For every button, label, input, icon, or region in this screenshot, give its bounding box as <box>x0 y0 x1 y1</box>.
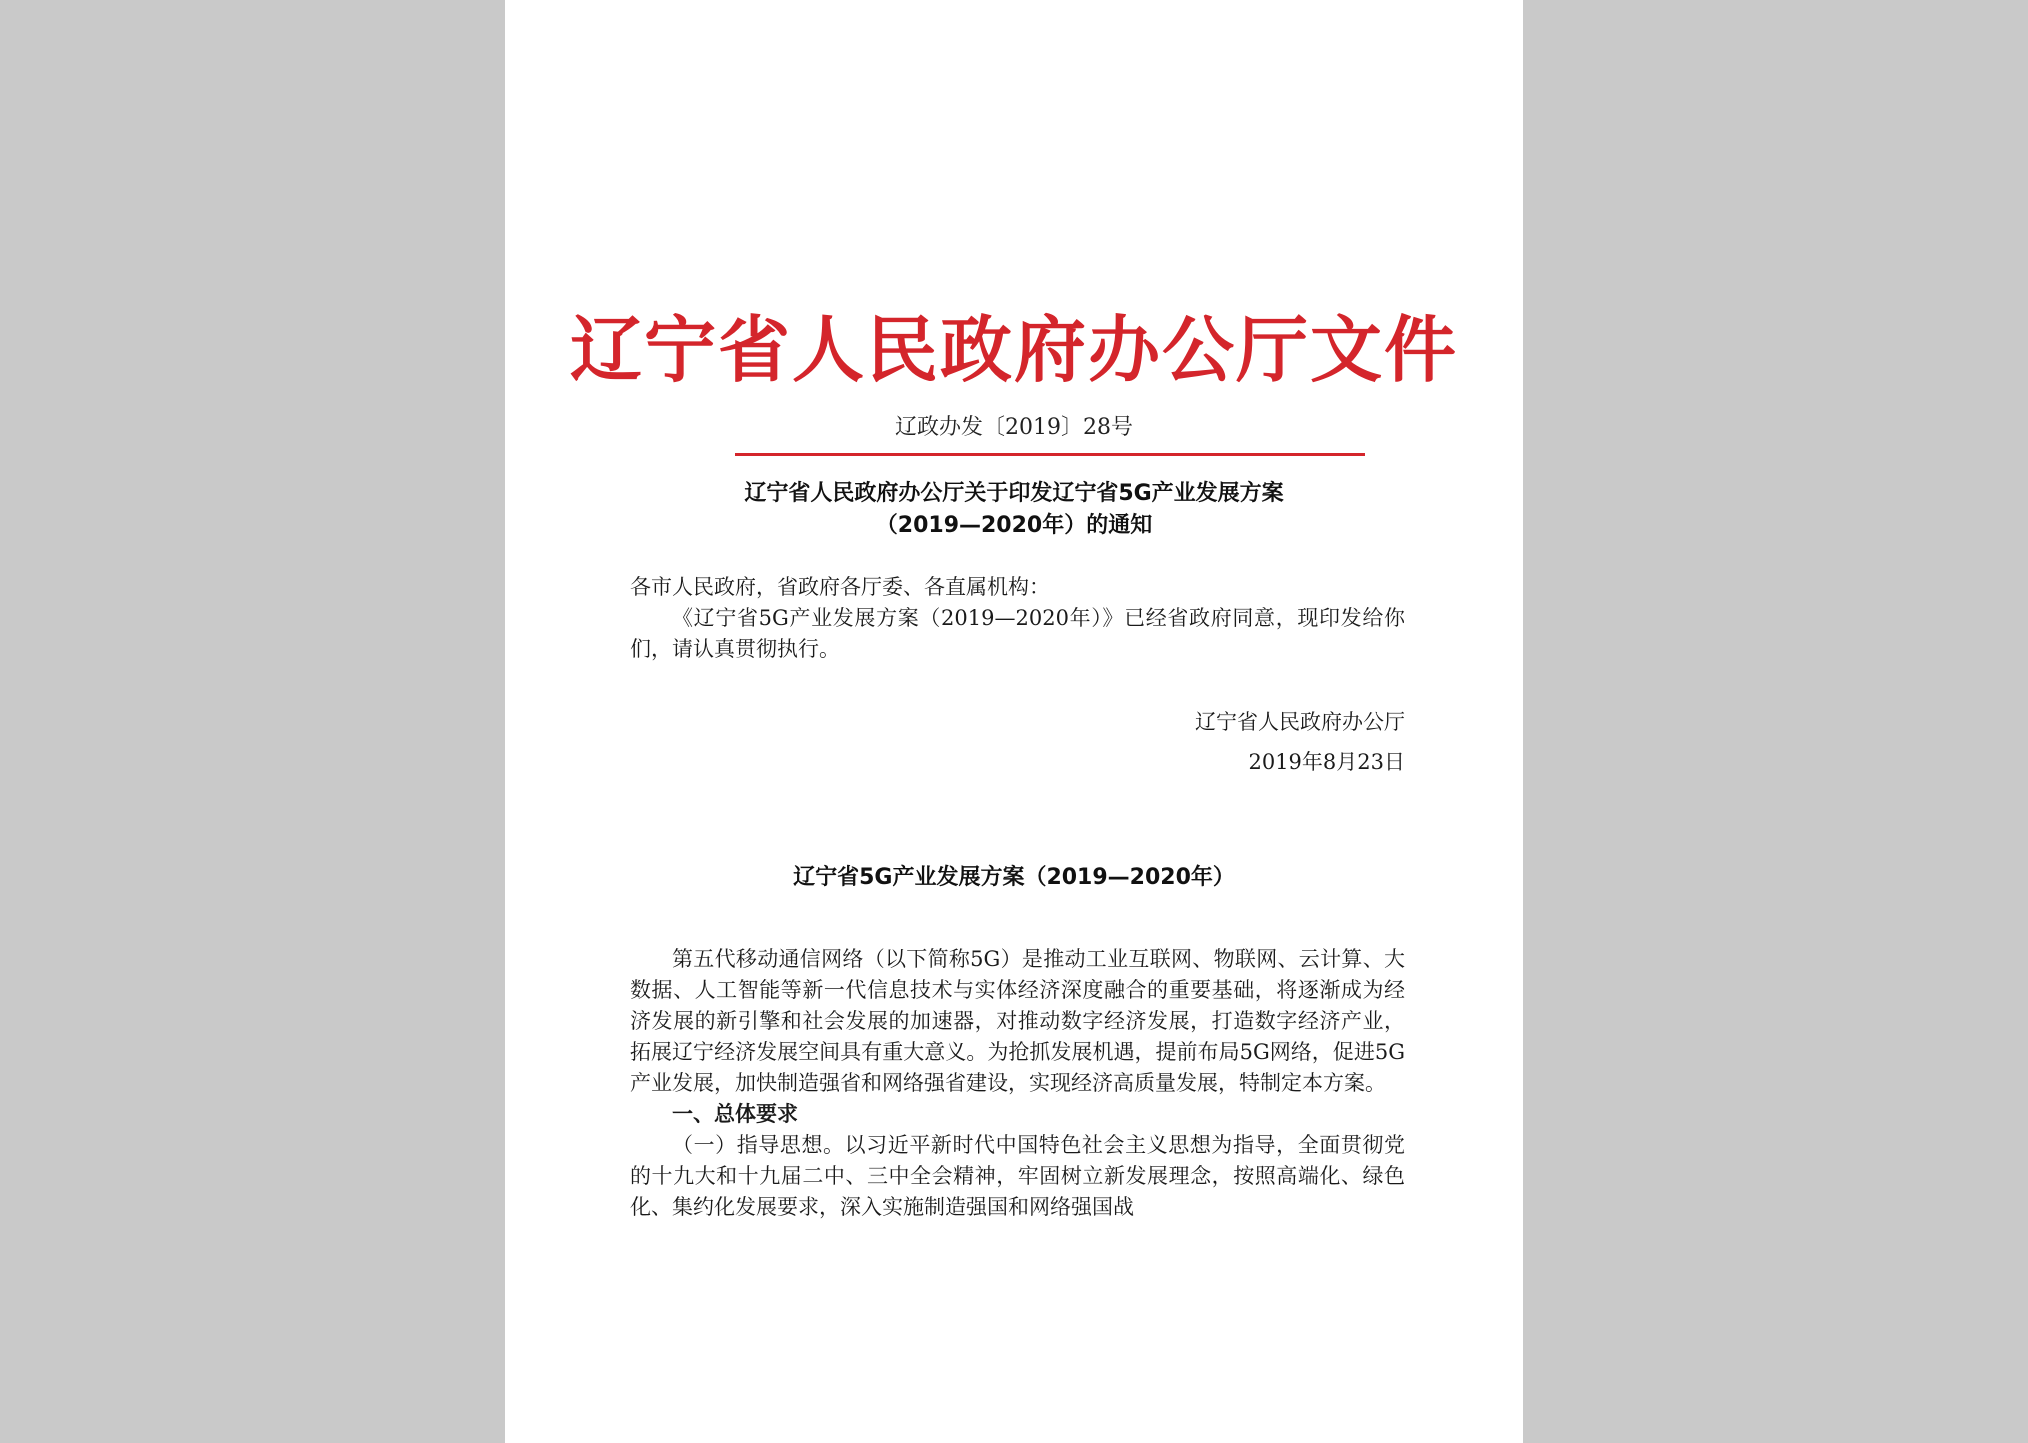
addressee-line: 各市人民政府，省政府各厅委、各直属机构： <box>630 575 1050 599</box>
issuer-header: 辽宁省人民政府办公厅文件 <box>569 307 1458 392</box>
notice-title <box>505 478 1523 542</box>
section-paragraph: （一）指导思想。以习近平新时代中国特色社会主义思想为指导，全面贯彻党的十九大和十九届二中、三中全会精神，牢固树立新发展理念，按照高端化、绿色化、集约化发展要求，深入实施制造强国和网络强国战 <box>630 1133 1405 1219</box>
plan-title: 辽宁省5G产业发展方案（2019—2020年） <box>793 865 1235 890</box>
notice-body <box>630 572 1405 665</box>
notice-title-line-2: （2019—2020年）的通知 <box>875 513 1153 538</box>
section-heading: 一、总体要求 <box>672 1102 798 1126</box>
signature-organization: 辽宁省人民政府办公厅 <box>1195 710 1405 734</box>
plan-body <box>630 944 1405 1223</box>
notice-paragraph: 《辽宁省5G产业发展方案（2019—2020年）》已经省政府同意，现印发给你们，请认真贯彻执行。 <box>630 606 1405 661</box>
plan-intro-paragraph: 第五代移动通信网络（以下简称5G）是推动工业互联网、物联网、云计算、大数据、人工智能等新一代信息技术与实体经济深度融合的重要基础，将逐渐成为经济发展的新引擎和社会发展的加速器，对推动数字经济发展，打造数字经济产业，拓展辽宁经济发展空间具有重大意义。为抢抓发展机遇，提前布局5G网络，促进5G产业发展，加快制造强省和网络强省建设，实现经济高质量发展，特制定本方案。 <box>630 947 1405 1095</box>
notice-title-line-1: 辽宁省人民政府办公厅关于印发辽宁省5G产业发展方案 <box>744 481 1284 506</box>
document-page <box>505 0 1523 1443</box>
signature-date: 2019年8月23日 <box>1248 750 1405 774</box>
document-number: 辽政办发〔2019〕28号 <box>895 415 1133 440</box>
red-divider-line <box>735 453 1365 456</box>
